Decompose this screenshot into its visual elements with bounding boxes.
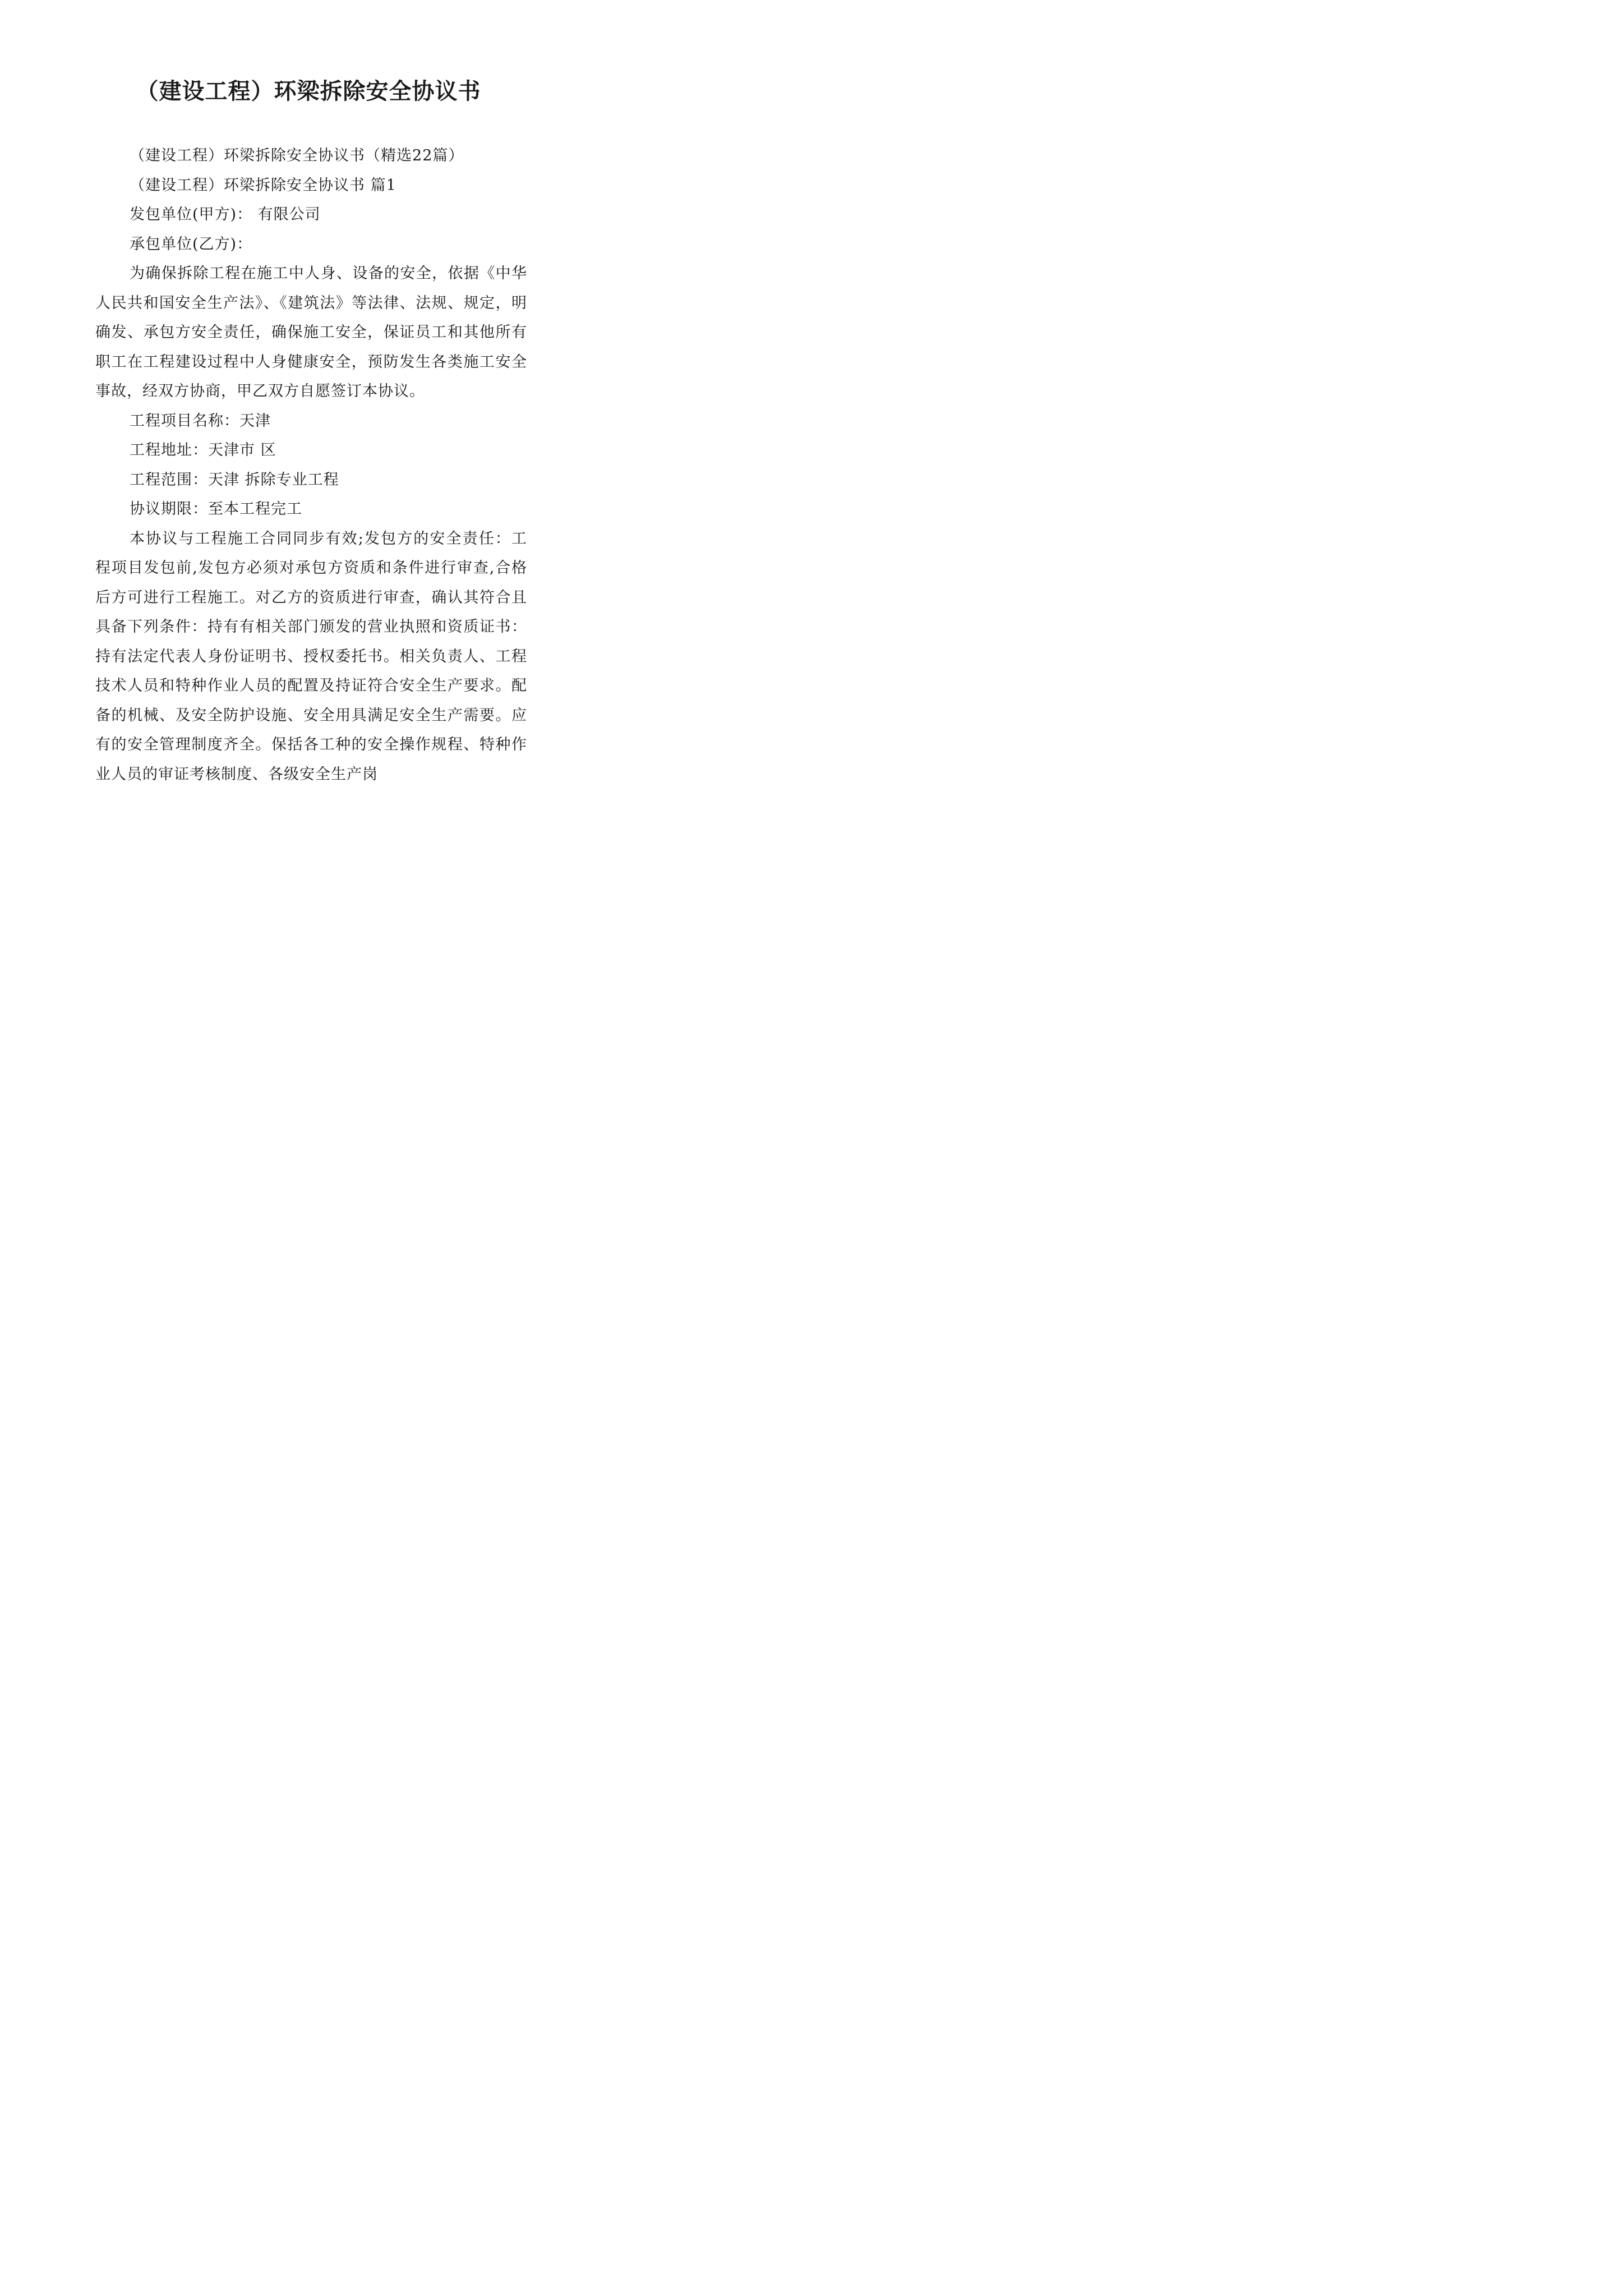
document-body bbox=[95, 141, 527, 789]
paragraph-party-a: 发包单位(甲方)： 有限公司 bbox=[130, 206, 321, 223]
paragraph-employer-responsibility: 本协议与工程施工合同同步有效;发包方的安全责任：工程项目发包前,发包方必须对承包方资质和条件进行审查,合格后方可进行工程施工。对乙方的资质进行审查，确认其符合且具备下列条件：持有有相关部门颁发的营业执照和资质证书：持有法定代表人身份证明书、授权委托书。相关负责人、工程技术人员和特种作业人员的配置及持证符合安全生产要求。配备的机械、及安全防护设施、安全用具满足安全生产需要。应有的安全管理制度齐全。保括各工种的安全操作规程、特种作业人员的审证考核制度、各级安全生产岗 bbox=[95, 530, 527, 783]
paragraph-agreement-term: 协议期限：至本工程完工 bbox=[130, 500, 303, 518]
paragraph-project-scope: 工程范围：天津 拆除专业工程 bbox=[130, 471, 339, 489]
paragraph-purpose: 为确保拆除工程在施工中人身、设备的安全，依据《中华人民共和国安全生产法》、《建筑法》等法律、法规、规定，明确发、承包方安全责任，确保施工安全，保证员工和其他所有职工在工程建设过程中人身健康安全，预防发生各类施工安全事故，经双方协商，甲乙双方自愿签订本协议。 bbox=[95, 265, 527, 400]
paragraph-section-heading: （建设工程）环梁拆除安全协议书 篇1 bbox=[130, 176, 396, 194]
document-page bbox=[0, 0, 617, 873]
paragraph-project-name: 工程项目名称：天津 bbox=[130, 412, 271, 430]
document-title: （建设工程）环梁拆除安全协议书 bbox=[136, 78, 481, 104]
paragraph-project-address: 工程地址：天津市 区 bbox=[130, 441, 276, 459]
paragraph-subtitle: （建设工程）环梁拆除安全协议书（精选22篇） bbox=[130, 147, 464, 164]
paragraph-party-b: 承包单位(乙方)： bbox=[130, 235, 253, 253]
